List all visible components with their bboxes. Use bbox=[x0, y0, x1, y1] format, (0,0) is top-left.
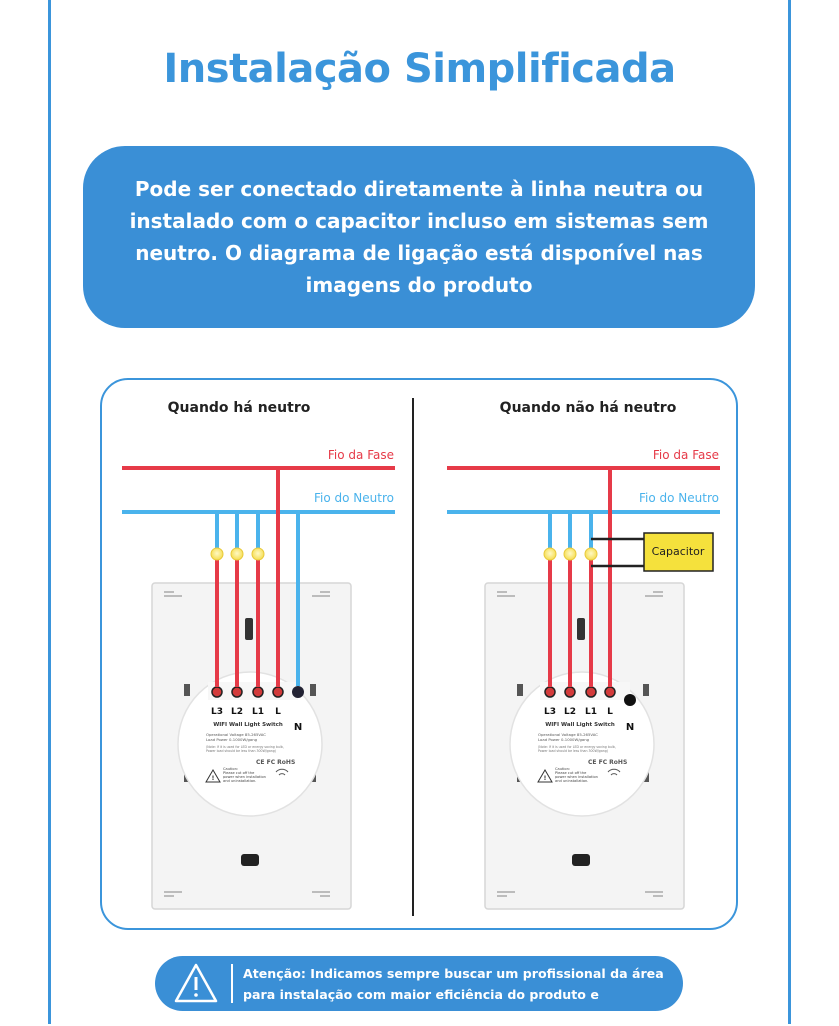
bulb-icon bbox=[585, 548, 597, 560]
phase-wire-label: Fio da Fase bbox=[652, 448, 719, 462]
warning-line: para instalação com maior eficiência do produto e segurança bbox=[243, 987, 599, 1023]
neutral-terminal-label: N bbox=[625, 722, 635, 733]
module-title: WIFI Wall Light Switch bbox=[545, 722, 615, 728]
warning-banner bbox=[155, 956, 683, 1023]
bulb-icon bbox=[544, 548, 556, 560]
module-spec-line: Load Power 0-1000W/gang bbox=[206, 737, 258, 742]
plate-slot bbox=[572, 854, 590, 866]
intro-text: Pode ser conectado diretamente à linha neutra ou instalado com o capacitor incluso em sistemas sem neutro. O diagrama de ligação está disponível nas imagens do produto bbox=[129, 177, 709, 297]
terminal-screw bbox=[586, 687, 596, 697]
bulb-icon bbox=[252, 548, 264, 560]
caution-text: Please cut off the bbox=[555, 771, 587, 775]
terminal-screw bbox=[232, 687, 242, 697]
caution-text: power when installation bbox=[223, 775, 266, 779]
bulb-icon bbox=[211, 548, 223, 560]
terminal-label: L bbox=[607, 707, 613, 717]
warning-triangle-icon bbox=[173, 961, 219, 1005]
terminal-label: L2 bbox=[564, 707, 576, 717]
terminal-label: L bbox=[275, 707, 281, 717]
caution-text: and uninstallation. bbox=[555, 779, 589, 783]
terminal-screw bbox=[212, 687, 222, 697]
plate-slot bbox=[241, 854, 259, 866]
module-spec-line: (Note: If it is used for LED or energy saving bulb, bbox=[538, 745, 616, 749]
svg-text:!: ! bbox=[543, 775, 547, 782]
warning-text bbox=[243, 963, 673, 1026]
terminal-screw bbox=[253, 687, 263, 697]
warning-divider bbox=[231, 964, 233, 1003]
intro-box bbox=[83, 146, 755, 328]
warning-line: Atenção: Indicamos sempre buscar um profissional da área bbox=[243, 966, 664, 981]
page-title: Instalação Simplificada bbox=[163, 46, 676, 92]
module-spec-line: Operational Voltage 85-265VAC bbox=[206, 732, 266, 737]
certification-marks: CE FC RoHS bbox=[256, 759, 296, 766]
left-border-line bbox=[48, 0, 51, 1024]
terminal-label: L1 bbox=[252, 707, 264, 717]
plate-clip bbox=[577, 618, 585, 640]
plate-clip bbox=[245, 618, 253, 640]
caution-text: Caution: bbox=[223, 767, 239, 771]
bulb-icon bbox=[564, 548, 576, 560]
panel-heading-without-neutral: Quando não há neutro bbox=[499, 400, 677, 416]
terminal-label: L1 bbox=[585, 707, 597, 717]
neutral-terminal bbox=[292, 686, 304, 698]
module-spec-line: (Note: If it is used for LED or energy saving bulb, bbox=[206, 745, 284, 749]
terminal-screw bbox=[605, 687, 615, 697]
svg-text:!: ! bbox=[211, 775, 215, 782]
panel-without-neutral bbox=[447, 400, 720, 909]
terminal-screw bbox=[273, 687, 283, 697]
wiring-diagram-card bbox=[100, 378, 738, 930]
terminal-label: L3 bbox=[544, 707, 556, 717]
panel-heading-with-neutral: Quando há neutro bbox=[167, 400, 311, 416]
module-title: WIFI Wall Light Switch bbox=[213, 722, 283, 728]
caution-text: Please cut off the bbox=[223, 771, 255, 775]
module-spec-line: Power load should be less than 300W/gang) bbox=[206, 749, 277, 753]
module-spec-line: Operational Voltage 85-265VAC bbox=[538, 732, 598, 737]
module-spec-line: Power load should be less than 300W/gang) bbox=[538, 749, 609, 753]
terminal-label: L3 bbox=[211, 707, 223, 717]
module-spec-line: Load Power 0-1000W/gang bbox=[538, 737, 590, 742]
panel-with-neutral bbox=[122, 400, 395, 909]
caution-text: Caution: bbox=[555, 767, 571, 771]
bulb-icon bbox=[231, 548, 243, 560]
wiring-diagram bbox=[102, 380, 738, 930]
neutral-terminal bbox=[624, 694, 636, 706]
terminal-screw bbox=[545, 687, 555, 697]
capacitor-label: Capacitor bbox=[651, 545, 705, 558]
terminal-label: L2 bbox=[231, 707, 243, 717]
neutral-wire-label: Fio do Neutro bbox=[639, 491, 719, 505]
neutral-wire-label: Fio do Neutro bbox=[314, 491, 394, 505]
right-border-line bbox=[788, 0, 791, 1024]
caution-text: power when installation bbox=[555, 775, 598, 779]
caution-text: and uninstallation. bbox=[223, 779, 257, 783]
certification-marks: CE FC RoHS bbox=[588, 759, 628, 766]
terminal-screw bbox=[565, 687, 575, 697]
neutral-terminal-label: N bbox=[293, 722, 303, 733]
phase-wire-label: Fio da Fase bbox=[327, 448, 394, 462]
